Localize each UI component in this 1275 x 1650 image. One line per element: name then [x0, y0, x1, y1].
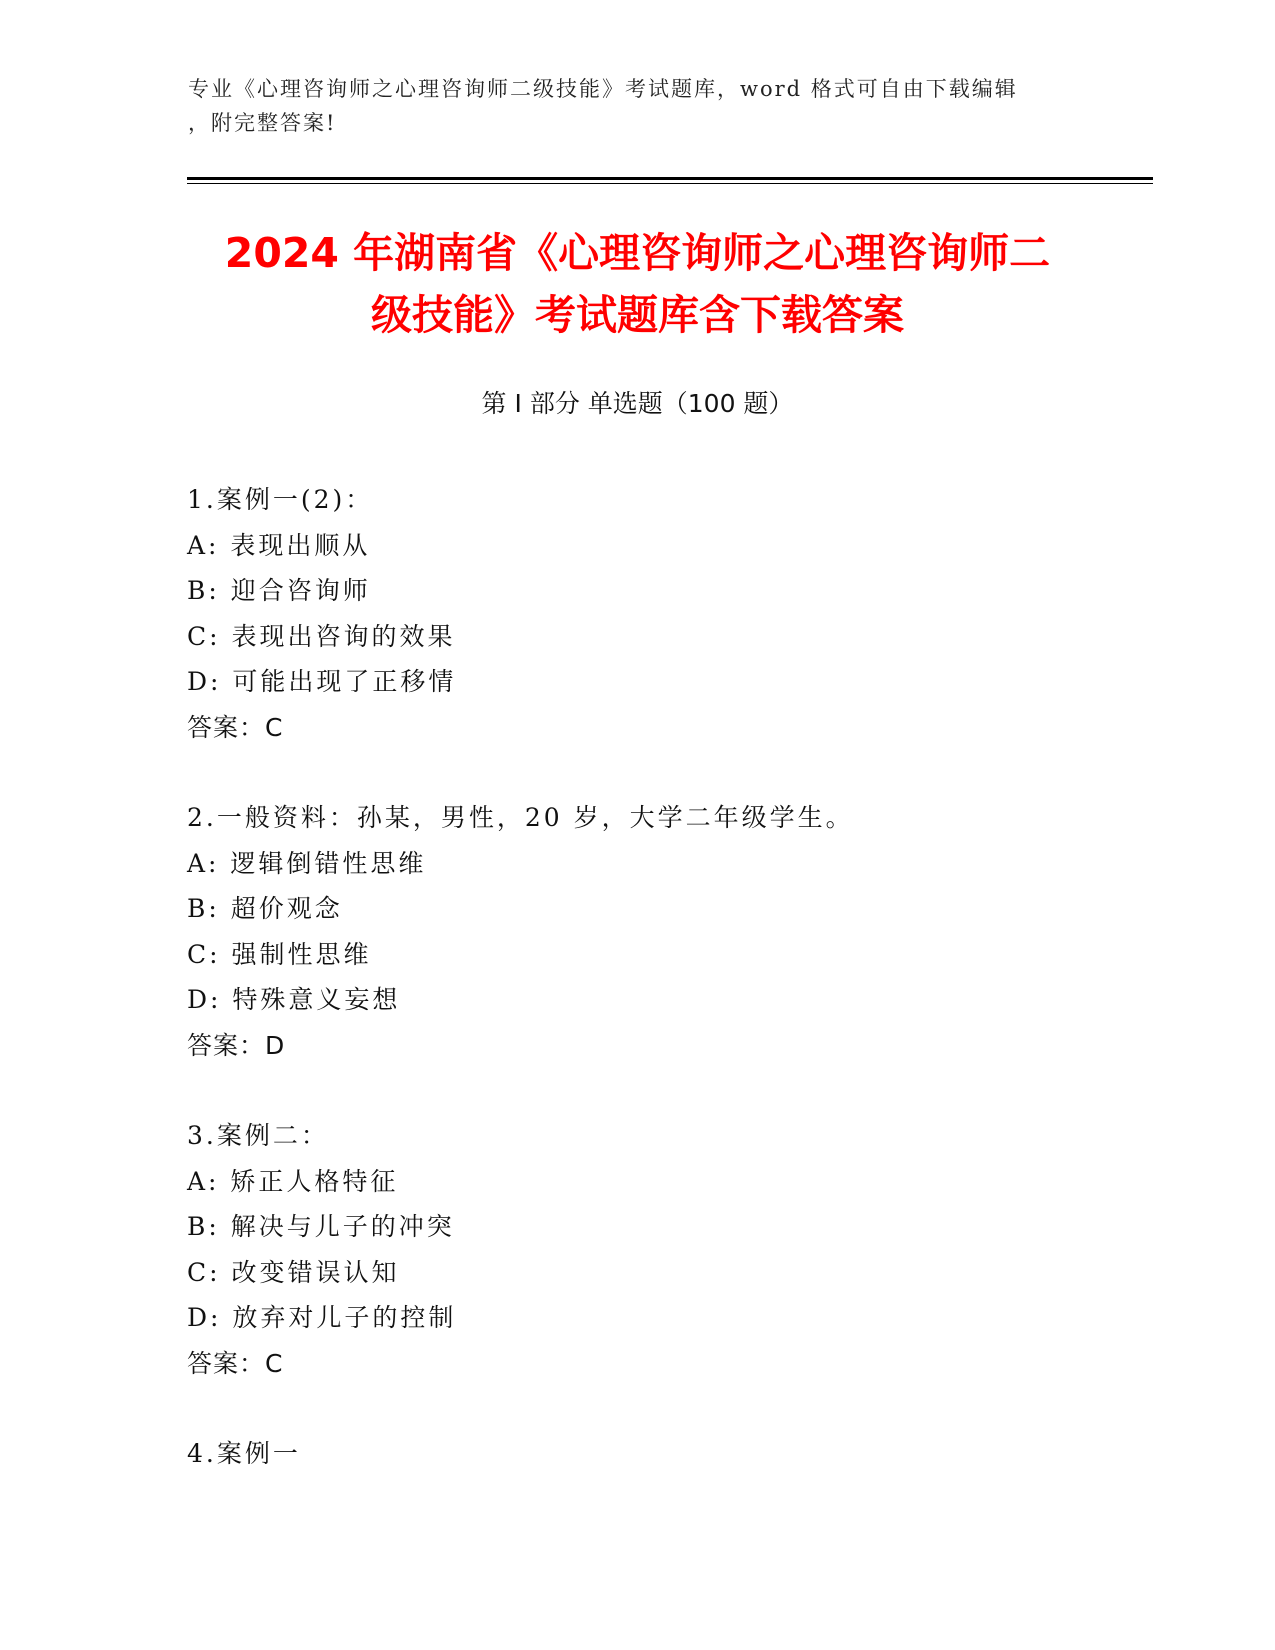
question-stem: 2.一般资料：孙某，男性，20 岁，大学二年级学生。	[187, 803, 854, 832]
option-c: C: 改变错误认知	[187, 1257, 400, 1287]
question-stem: 3.案例二：	[187, 1121, 329, 1150]
question-item	[187, 1431, 1087, 1477]
option-b: B: 迎合咨询师	[187, 576, 371, 605]
document-header	[188, 72, 1068, 140]
question-stem: 1.案例一(2)：	[187, 485, 374, 514]
question-list	[187, 477, 1087, 1522]
option-a: A: 矫正人格特征	[187, 1166, 399, 1196]
question-item	[187, 477, 1087, 750]
header-divider-thin	[187, 183, 1153, 184]
option-d: D: 放弃对儿子的控制	[187, 1303, 457, 1332]
section-heading: 第 I 部分 单选题（100 题）	[481, 389, 794, 418]
answer-key: 答案：C	[187, 712, 284, 742]
option-a: A: 逻辑倒错性思维	[187, 848, 427, 878]
question-item	[187, 1113, 1087, 1386]
answer-key: 答案：C	[187, 1348, 284, 1378]
option-b: B: 解决与儿子的冲突	[187, 1212, 455, 1241]
option-d: D: 特殊意义妄想	[187, 985, 401, 1014]
title-line-2: 级技能》考试题库含下载答案	[371, 291, 904, 339]
question-item	[187, 795, 1087, 1068]
option-c: C: 表现出咨询的效果	[187, 621, 456, 651]
option-a: A: 表现出顺从	[187, 530, 371, 560]
header-divider-thick	[187, 177, 1153, 180]
header-line-1: 专业《心理咨询师之心理咨询师二级技能》考试题库，word 格式可自由下载编辑	[188, 77, 1018, 101]
option-d: D: 可能出现了正移情	[187, 667, 457, 696]
title-line-1: 2024 年湖南省《心理咨询师之心理咨询师二	[224, 229, 1051, 277]
question-stem: 4.案例一	[187, 1439, 301, 1468]
option-b: B: 超价观念	[187, 894, 343, 923]
option-c: C: 强制性思维	[187, 939, 372, 969]
answer-key: 答案：D	[187, 1030, 286, 1060]
document-title	[150, 222, 1125, 346]
header-line-2: ，附完整答案!	[188, 111, 337, 135]
